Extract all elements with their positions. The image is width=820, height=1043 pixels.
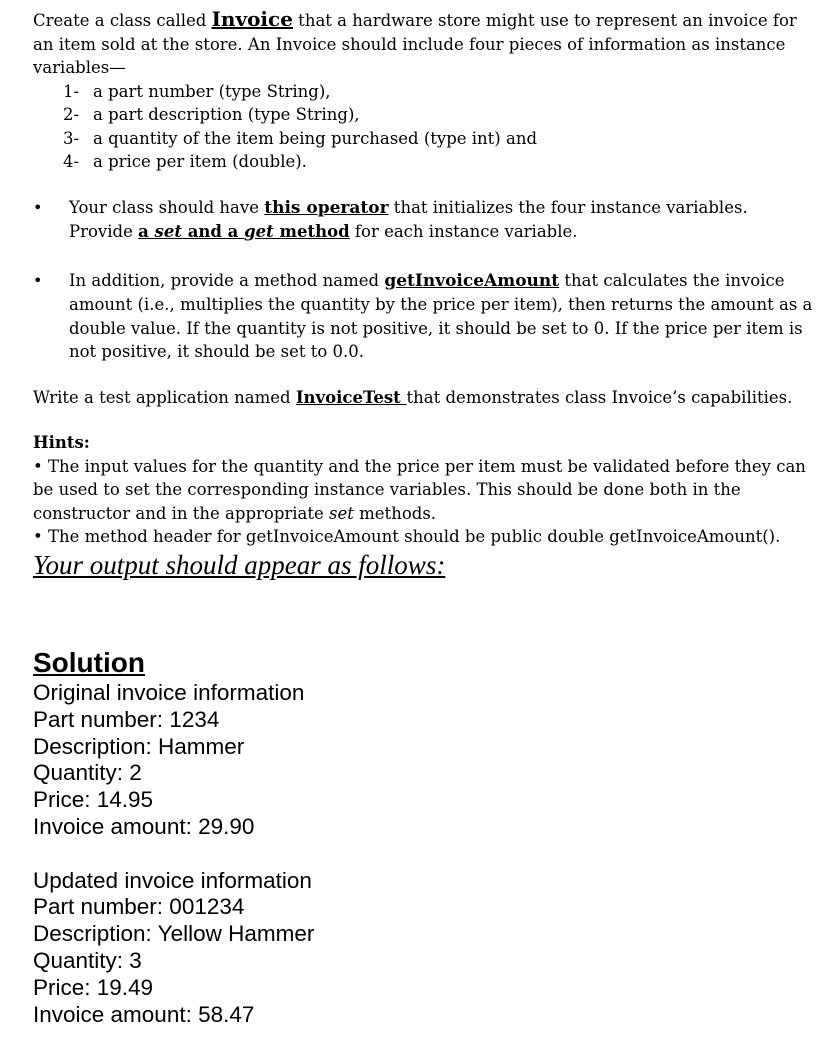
get-keyword: get <box>244 222 274 241</box>
intro-paragraph <box>33 8 815 80</box>
output-line-description: Description: Hammer <box>33 733 245 759</box>
solution-output <box>33 646 314 1028</box>
list-item-text: a price per item (double). <box>93 152 307 171</box>
list-number: 1- <box>63 81 80 101</box>
bullet-text <box>69 269 815 364</box>
list-item <box>33 103 815 127</box>
list-item-text: a quantity of the item being purchased (type int) and <box>93 128 538 148</box>
list-item <box>33 150 815 174</box>
get-invoice-amount-keyword: getInvoiceAmount <box>384 270 560 291</box>
instance-variable-list <box>33 80 815 174</box>
class-name-invoice: Invoice <box>211 7 293 31</box>
bullet1-prefix: Your class should have <box>69 197 265 217</box>
list-number: 4- <box>63 152 80 171</box>
hint1-suffix: methods. <box>353 503 437 523</box>
bullet-get-invoice-amount <box>33 269 815 364</box>
solution-title: Solution <box>33 647 145 678</box>
test-app-suffix: that demonstrates class Invoice’s capabilities. <box>406 387 793 407</box>
method-word: method <box>273 222 350 241</box>
this-operator-keyword: this operator <box>264 197 389 218</box>
hints-title: Hints: <box>33 433 90 452</box>
output-heading: Your output should appear as follows: <box>33 549 446 580</box>
output-line-price: Price: 19.49 <box>33 974 154 1000</box>
bullet2-suffix: that calculates the invoice amount (i.e., multiplies the quantity by the price per item), then returns the amount as a double value. If the quantity is not positive, it should be set to 0. If the price per item is not positive, it should be set to 0.0. <box>69 270 813 361</box>
bullet-text <box>69 196 815 244</box>
test-app-paragraph <box>33 386 815 410</box>
bullet1-middle: that initializes the four instance variables. Provide <box>69 197 748 241</box>
set-get-article: a <box>138 222 155 241</box>
output-line-part-number: Part number: 001234 <box>33 894 245 920</box>
hint-method-header: • The method header for getInvoiceAmount should be public double getInvoiceAmount(). <box>33 527 781 546</box>
intro-suffix: that a hardware store might use to represent an invoice for an item sold at the store. An Invoice should include four pieces of information as instance variables— <box>33 11 797 77</box>
set-keyword: set <box>154 222 182 241</box>
output-line-invoice-amount: Invoice amount: 58.47 <box>33 1001 255 1027</box>
output-line-description: Description: Yellow Hammer <box>33 921 315 947</box>
output-line-price: Price: 14.95 <box>33 787 154 813</box>
list-item <box>33 80 815 104</box>
output-line-quantity: Quantity: 3 <box>33 947 142 973</box>
list-item-text: a part number (type String), <box>93 81 331 101</box>
bullet1-suffix: for each instance variable. <box>349 222 578 241</box>
bullet-icon: • <box>33 197 43 217</box>
bullet-icon: • <box>33 270 43 290</box>
list-item-text: a part description (type String), <box>93 105 360 124</box>
output-line-part-number: Part number: 1234 <box>33 706 220 732</box>
test-app-prefix: Write a test application named <box>33 387 296 407</box>
intro-prefix: Create a class called <box>33 11 212 30</box>
set-get-conjunction: and a <box>181 222 245 241</box>
hint1-set-italic: set <box>329 503 354 523</box>
assignment-document <box>33 8 815 581</box>
output-line-invoice-amount: Invoice amount: 29.90 <box>33 813 255 839</box>
output-line-updated-header: Updated invoice information <box>33 867 312 893</box>
output-line-original-header: Original invoice information <box>33 680 305 705</box>
hint1-prefix: • The input values for the quantity and the price per item must be validated before they can be used to set the corresponding instance variables. This should be done both in the constructor and in the appropriate <box>33 456 806 523</box>
list-item <box>33 127 815 151</box>
list-number: 2- <box>63 105 80 124</box>
bullet2-prefix: In addition, provide a method named <box>69 270 385 290</box>
set-get-phrase <box>138 222 350 241</box>
hint-validation <box>33 455 815 526</box>
invoice-test-keyword: InvoiceTest <box>295 387 407 407</box>
list-number: 3- <box>63 128 80 148</box>
output-line-quantity: Quantity: 2 <box>33 760 142 786</box>
bullet-constructor <box>33 196 815 244</box>
